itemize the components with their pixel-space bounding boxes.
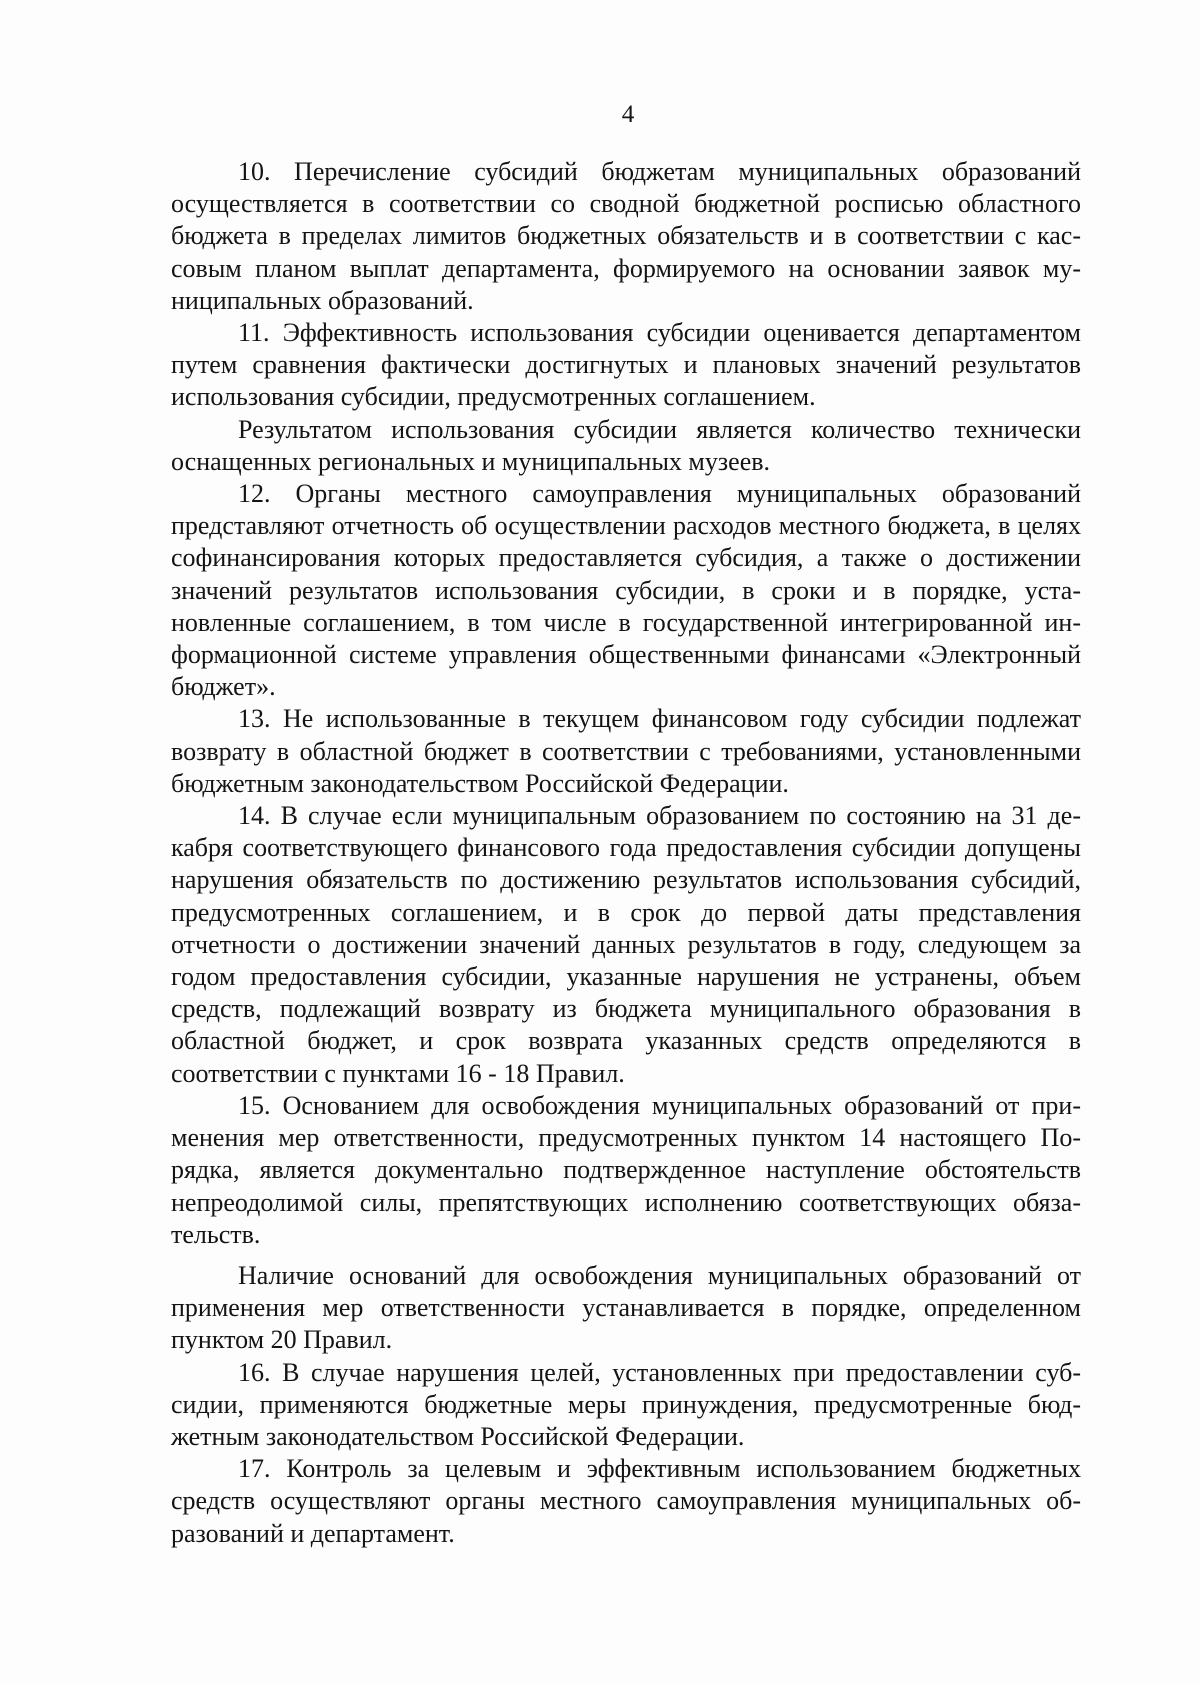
paragraph-16-coercive-measures: 16. В случае нарушения целей, установленных при предоставлении субсидии, применяются бюджетные меры принуждения, предусмотренные бюджетным законодательством Российской Федерации. [171, 1357, 1081, 1451]
paragraph-subsidy-result: Результатом использования субсидии является количество технически оснащенных региональных и муниципальных музеев. [171, 414, 1081, 476]
paragraph-12-reporting: 12. Органы местного самоуправления муниципальных образований представляют отчетность об осуществлении расходов местного бюджета, в целях софинансирования которых предоставляется субсидия, а также о достижении значений результатов использования субсидии, в сроки и в порядке, установленные соглашением, в том числе в государственной интегрированной информационной системе управления общественными финансами «Электронный бюджет». [171, 479, 1081, 702]
paragraph-10-subsidy-transfer: 10. Перечисление субсидий бюджетам муниципальных образований осуществляется в соответствии со сводной бюджетной росписью областного бюджета в пределах лимитов бюджетных обязательств и в соответствии с кассовым планом выплат департамента, формируемого на основании заявок муниципальных образований. [171, 157, 1081, 315]
paragraph-17-control: 17. Контроль за целевым и эффективным использованием бюджетных средств осуществляют органы местного самоуправления муниципальных образований и департамент. [171, 1454, 1081, 1548]
page-number: 4 [621, 101, 635, 128]
paragraph-15-exemption-grounds: 15. Основанием для освобождения муниципальных образований от применения мер ответственности, предусмотренных пунктом 14 настоящего Порядка, является документально подтвержденное наступление обстоятельств непреодолимой силы, препятствующих исполнению соответствующих обязательств. [171, 1090, 1081, 1249]
paragraph-13-unused-subsidies: 13. Не использованные в текущем финансовом году субсидии подлежат возврату в областной бюджет в соответствии с требованиями, установленными бюджетным законодательством Российской Федерации. [171, 704, 1081, 798]
paragraph-14-violations: 14. В случае если муниципальным образованием по состоянию на 31 декабря соответствующего финансового года предоставления субсидии допущены нарушения обязательств по достижению результатов использования субсидий, предусмотренных соглашением, и в срок до первой даты представления отчетности о достижении значений данных результатов в году, следующем за годом предоставления субсидии, указанные нарушения не устранены, объем средств, подлежащий возврату из бюджета муниципального образования в областной бюджет, и срок возврата указанных средств определяются в соответствии с пунктами 16 - 18 Правил. [171, 801, 1081, 1088]
document-body [171, 156, 1081, 1550]
paragraph-11-efficiency-evaluation: 11. Эффективность использования субсидии оценивается департаментом путем сравнения фактически достигнутых и плановых значений результатов использования субсидии, предусмотренных соглашением. [171, 318, 1081, 412]
paragraph-exemption-procedure: Наличие оснований для освобождения муниципальных образований от применения мер ответственности устанавливается в порядке, определенном пунктом 20 Правил. [171, 1260, 1081, 1355]
